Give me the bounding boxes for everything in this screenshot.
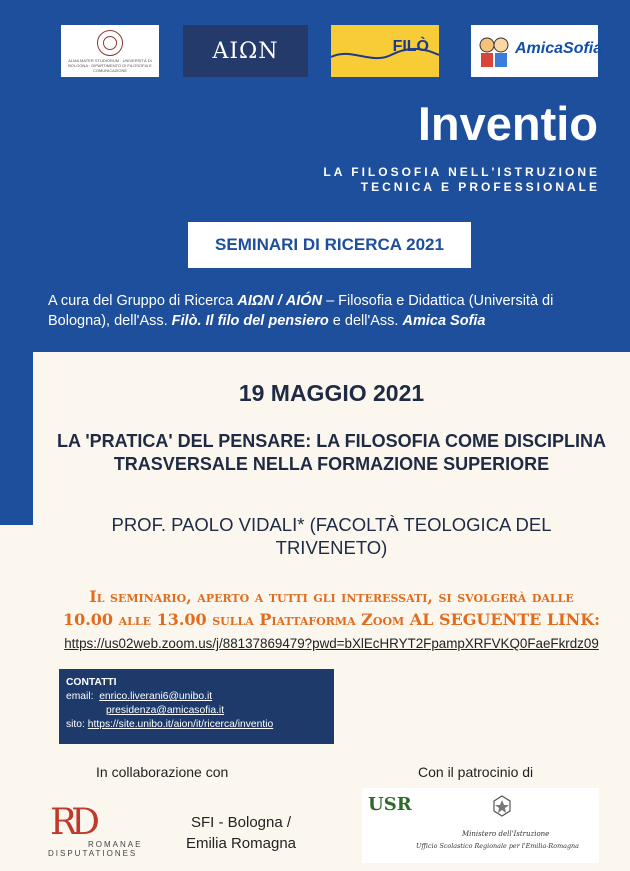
contacts-heading: CONTATTI xyxy=(66,677,117,688)
credits-text-1: A cura del Gruppo di Ricerca xyxy=(48,293,238,309)
event-date: 19 MAGGIO 2021 xyxy=(238,380,425,406)
email-link-1[interactable]: enrico.liverani6@unibo.it xyxy=(99,691,213,702)
ministry-line-1: Ministero dell'Istruzione xyxy=(462,830,550,838)
site-link[interactable]: https://site.unibo.it/aion/it/ricerca/inventio xyxy=(87,719,274,730)
aion-logo-text: ΑΙΩΝ xyxy=(212,38,279,64)
seminar-info-line-2: 10.00 alle 13.00 sulla Piattaforma Zoom AL SEGUENTE LINK: xyxy=(62,610,601,629)
site-label: sito: xyxy=(66,719,85,730)
patronage-logos xyxy=(362,788,599,863)
children-faces-icon xyxy=(477,33,511,69)
italian-emblem-icon xyxy=(492,795,512,817)
filo-logo xyxy=(331,25,439,77)
speaker-name: PROF. PAOLO VIDALI* (FACOLTÀ TEOLOGICA DEL TRIVENETO) xyxy=(111,514,552,558)
talk-title: LA 'PRATICA' DEL PENSARE: LA FILOSOFIA COME DISCIPLINA TRASVERSALE NELLA FORMAZIONE SUPERIORE xyxy=(57,431,606,474)
amicasofia-logo xyxy=(471,25,603,77)
seminar-info-line-1: Il seminario, aperto a tutti gli interessati, si svolgerà dalle xyxy=(89,587,574,606)
credits-text-2: – Filosofia e Didattica (Università di Bologna), dell'Ass. xyxy=(48,293,554,329)
patronage-label: Con il patrocinio di xyxy=(418,764,534,780)
filo-logo-text: FILÒ xyxy=(392,38,429,55)
rd-monogram: RD xyxy=(50,802,94,843)
credits-filo: Filò. Il filo del pensiero xyxy=(171,313,329,329)
email-label: email: xyxy=(66,691,94,702)
credits-aion: ΑΙΩΝ / AIÓN xyxy=(237,293,323,309)
seminari-badge: SEMINARI DI RICERCA 2021 xyxy=(188,222,471,268)
amicasofia-logo-text: AmicaSofia xyxy=(515,40,603,57)
credits-amicasofia: Amica Sofia xyxy=(402,313,486,329)
page-title: Inventio xyxy=(417,97,598,150)
subtitle-line-1: LA FILOSOFIA NELL'ISTRUZIONE xyxy=(323,165,600,179)
rd-line-2: DISPUTATIONES xyxy=(48,849,138,858)
unibo-logo xyxy=(61,25,159,77)
usr-logo: USR xyxy=(368,794,412,815)
ministry-line-2: Ufficio Scolastico Regionale per l'Emilia-Romagna xyxy=(416,842,579,850)
unibo-seal-icon xyxy=(97,30,123,56)
credits-text-3: e dell'Ass. xyxy=(328,313,403,329)
aion-logo xyxy=(183,25,308,77)
organizers-credits xyxy=(48,291,618,331)
zoom-link[interactable]: https://us02web.zoom.us/j/88137869479?pwd=bXlEcHRYT2FpampXRFVKQ0FaeFkrdz09 xyxy=(64,636,599,651)
sfi-label: SFI - Bologna / Emilia Romagna xyxy=(185,814,297,852)
page-subtitle xyxy=(323,165,600,195)
email-link-2[interactable]: presidenza@amicasofia.it xyxy=(106,705,225,716)
collaboration-label: In collaborazione con xyxy=(96,764,229,780)
romanae-disputationes-logo xyxy=(48,802,158,862)
contacts-box xyxy=(59,669,334,744)
rd-line-1: ROMANAE xyxy=(88,840,143,849)
seminar-info xyxy=(33,585,630,631)
subtitle-line-2: TECNICA E PROFESSIONALE xyxy=(360,180,600,194)
unibo-logo-text: ALMA MATER STUDIORUM · UNIVERSITÀ DI BOLOGNA · DIPARTIMENTO DI FILOSOFIA E COMUNICAZIONE xyxy=(68,57,152,73)
left-accent-bar xyxy=(0,0,33,525)
